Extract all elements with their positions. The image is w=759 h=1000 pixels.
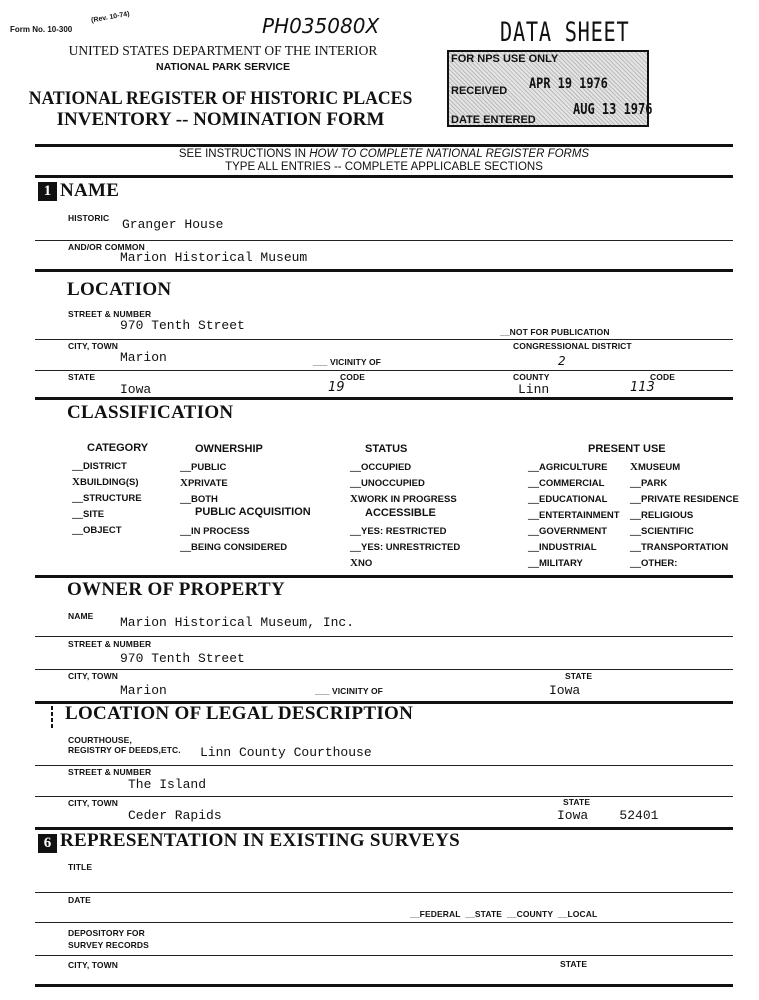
checkbox-label: OTHER: [641,558,678,569]
form-revision: (Rev. 10-74) [90,10,131,25]
checkbox-label: PRIVATE [187,478,228,489]
present-use-heading: PRESENT USE [588,443,666,455]
present-use-checkbox[interactable] [528,557,583,569]
present-use-checkbox[interactable] [630,509,693,521]
checkbox-label: BOTH [191,494,218,505]
divider [35,144,733,147]
section-title-location: LOCATION [67,279,172,300]
check-mark: __ [180,493,191,505]
checkbox-label: MUSEUM [637,462,681,473]
accessible-checkbox[interactable] [350,541,460,553]
check-mark: __ [630,493,641,505]
status-heading: STATUS [365,443,408,455]
check-mark: __ [630,557,641,569]
survey-state-label: STATE [560,959,588,969]
registry-label: REGISTRY OF DEEDS,ETC. [68,745,181,755]
check-mark: __ [180,461,191,473]
public-acquisition-checkbox[interactable] [180,541,287,553]
section-title-name: NAME [60,180,120,201]
category-checkbox[interactable] [72,524,122,536]
check-mark: __ [180,525,191,537]
section-title-legal: LOCATION OF LEGAL DESCRIPTION [65,703,414,724]
legal-state-value[interactable]: Iowa 52401 [557,808,659,823]
field-line [35,796,733,797]
owner-vicinity-label[interactable]: ___ VICINITY OF [315,686,383,696]
check-mark: X [350,557,358,569]
instructions-manual-title: HOW TO COMPLETE NATIONAL REGISTER FORMS [309,148,590,160]
check-mark: __ [72,460,83,472]
field-line [35,765,733,766]
category-heading: CATEGORY [87,442,149,454]
received-label: RECEIVED [451,85,508,97]
legal-city-label: CITY, TOWN [68,798,118,808]
checkbox-label: WORK IN PROGRESS [357,494,457,505]
courthouse-label: COURTHOUSE, [68,735,132,745]
ownership-checkbox[interactable] [180,493,218,505]
county-code-value[interactable]: 113 [630,380,655,395]
present-use-checkbox[interactable] [528,461,607,473]
handwritten-id: PH035080X [262,14,380,38]
check-mark: __ [350,461,361,473]
field-line [35,240,733,241]
ownership-checkbox[interactable] [180,461,226,473]
owner-state-value[interactable]: Iowa [549,683,581,698]
present-use-checkbox[interactable] [630,461,680,473]
instructions-2: TYPE ALL ENTRIES -- COMPLETE APPLICABLE SECTIONS [225,161,543,173]
state-value[interactable]: Iowa [120,382,152,397]
check-mark: __ [72,508,83,520]
category-checkbox[interactable] [72,460,127,472]
street-label: STREET & NUMBER [68,309,152,319]
owner-city-value[interactable]: Marion [120,683,167,698]
checkbox-label: SCIENTIFIC [641,526,694,537]
common-value[interactable]: Marion Historical Museum [120,250,308,265]
checkbox-label: SITE [83,509,105,520]
checkbox-label: IN PROCESS [191,526,250,537]
section-number: 1 [38,182,57,201]
status-checkbox[interactable] [350,477,425,489]
owner-name-label: NAME [68,611,94,621]
depository-label-1: DEPOSITORY FOR [68,928,145,938]
checkbox-label: BUILDING(S) [79,477,139,488]
checkbox-label: OBJECT [83,525,122,536]
present-use-checkbox[interactable] [528,509,620,521]
district-label: CONGRESSIONAL DISTRICT [513,341,632,351]
county-value[interactable]: Linn [518,382,550,397]
check-mark: __ [630,525,641,537]
legal-city-value[interactable]: Ceder Rapids [128,808,222,823]
checkbox-label: NO [357,558,373,569]
form-title-2: INVENTORY -- NOMINATION FORM [56,109,385,130]
checkbox-label: EDUCATIONAL [539,494,608,505]
check-mark: __ [630,477,641,489]
divider [35,397,733,400]
checkbox-label: PUBLIC [191,462,227,473]
city-value[interactable]: Marion [120,350,167,365]
field-line [35,636,733,637]
owner-street-value[interactable]: 970 Tenth Street [120,651,245,666]
district-value[interactable]: 2 [558,354,566,368]
county-code-label: CODE [650,372,675,382]
entered-date: AUG 13 1976 [573,100,653,118]
present-use-checkbox[interactable] [528,541,597,553]
courthouse-value[interactable]: Linn County Courthouse [200,745,372,760]
received-date: APR 19 1976 [529,76,608,92]
checkbox-label: TRANSPORTATION [641,542,729,553]
check-mark: __ [350,541,361,553]
margin-mark [51,706,53,728]
checkbox-label: UNOCCUPIED [361,478,425,489]
nps-heading: FOR NPS USE ONLY [451,53,559,65]
not-for-publication[interactable]: __NOT FOR PUBLICATION [500,327,610,337]
present-use-checkbox[interactable] [630,493,739,505]
checkbox-label: AGRICULTURE [539,462,608,473]
section-title-owner: OWNER OF PROPERTY [67,579,286,600]
category-checkbox[interactable] [72,476,139,488]
check-mark: __ [528,493,539,505]
check-mark: __ [630,541,641,553]
present-use-checkbox[interactable] [630,525,694,537]
owner-state-label: STATE [565,671,593,681]
check-mark: __ [350,477,361,489]
present-use-checkbox[interactable] [630,541,728,553]
check-mark: __ [528,525,539,537]
check-mark: X [630,461,638,473]
section-number: 6 [38,834,57,853]
legal-street-label: STREET & NUMBER [68,767,152,777]
divider [35,575,733,578]
check-mark: __ [180,541,191,553]
state-code-value[interactable]: 19 [328,380,345,395]
present-use-checkbox[interactable] [630,557,677,569]
legal-street-value[interactable]: The Island [128,777,207,792]
ownership-heading: OWNERSHIP [195,443,263,455]
divider [35,984,733,987]
check-mark: __ [630,509,641,521]
city-label: CITY, TOWN [68,341,118,351]
section-title-classification: CLASSIFICATION [67,402,234,423]
survey-city-label: CITY, TOWN [68,960,118,970]
checkbox-label: DISTRICT [83,461,127,472]
category-checkbox[interactable] [72,508,104,520]
check-mark: X [180,477,188,489]
status-checkbox[interactable] [350,461,411,473]
present-use-checkbox[interactable] [528,525,607,537]
county-label: COUNTY [513,372,550,382]
checkbox-label: STRUCTURE [83,493,142,504]
common-label: AND/OR COMMON [68,242,145,252]
legal-state-label: STATE [563,797,591,807]
historic-value[interactable]: Granger House [122,217,224,232]
checkbox-label: COMMERCIAL [539,478,605,489]
state-label: STATE [68,372,96,382]
field-line [35,669,733,670]
service: NATIONAL PARK SERVICE [156,61,290,73]
checkbox-label: GOVERNMENT [539,526,608,537]
status-checkbox[interactable] [350,493,457,505]
owner-street-label: STREET & NUMBER [68,639,152,649]
check-mark: __ [528,509,539,521]
historic-label: HISTORIC [68,213,110,223]
check-mark: __ [350,525,361,537]
accessible-checkbox[interactable] [350,557,372,569]
checkbox-label: YES: RESTRICTED [361,526,447,537]
public-acquisition-heading: PUBLIC ACQUISITION [195,506,311,518]
owner-name-value[interactable]: Marion Historical Museum, Inc. [120,615,355,630]
public-acquisition-checkbox[interactable] [180,525,250,537]
check-mark: X [72,476,80,488]
instructions-1 [35,148,733,160]
street-value[interactable]: 970 Tenth Street [120,318,245,333]
present-use-checkbox[interactable] [528,477,604,489]
divider [35,175,733,178]
field-line [35,955,733,956]
field-line [35,370,733,371]
check-mark: __ [528,461,539,473]
field-line [35,339,733,340]
department: UNITED STATES DEPARTMENT OF THE INTERIOR [68,43,378,58]
check-mark: __ [528,541,539,553]
survey-date-label: DATE [68,895,91,905]
data-sheet-stamp: DATA SHEET [500,17,630,48]
field-line [35,892,733,893]
check-mark: X [350,493,358,505]
survey-title-label: TITLE [68,862,93,872]
instructions-text: SEE INSTRUCTIONS IN [178,148,310,160]
checkbox-label: MILITARY [539,558,583,569]
survey-levels[interactable]: __FEDERAL __STATE __COUNTY __LOCAL [410,909,598,919]
present-use-checkbox[interactable] [630,477,667,489]
check-mark: __ [528,477,539,489]
checkbox-label: ENTERTAINMENT [539,510,620,521]
entered-label: DATE ENTERED [451,114,536,126]
form-number: Form No. 10-300 [10,25,73,34]
owner-city-label: CITY, TOWN [68,671,118,681]
vicinity-label[interactable]: ___ VICINITY OF [313,357,381,367]
check-mark: __ [528,557,539,569]
ownership-checkbox[interactable] [180,477,228,489]
checkbox-label: RELIGIOUS [641,510,694,521]
state-code-label: CODE [340,372,365,382]
check-mark: __ [72,492,83,504]
form-title-1: NATIONAL REGISTER OF HISTORIC PLACES [28,88,413,109]
accessible-checkbox[interactable] [350,525,447,537]
checkbox-label: BEING CONSIDERED [191,542,288,553]
depository-label-2: SURVEY RECORDS [68,940,149,950]
nps-use-box [447,50,653,127]
checkbox-label: INDUSTRIAL [539,542,597,553]
present-use-checkbox[interactable] [528,493,607,505]
category-checkbox[interactable] [72,492,142,504]
checkbox-label: YES: UNRESTRICTED [361,542,461,553]
accessible-heading: ACCESSIBLE [365,507,436,519]
section-title-surveys: REPRESENTATION IN EXISTING SURVEYS [60,830,461,851]
field-line [35,922,733,923]
checkbox-label: OCCUPIED [361,462,412,473]
divider [35,269,733,272]
check-mark: __ [72,524,83,536]
checkbox-label: PARK [641,478,668,489]
checkbox-label: PRIVATE RESIDENCE [641,494,739,505]
